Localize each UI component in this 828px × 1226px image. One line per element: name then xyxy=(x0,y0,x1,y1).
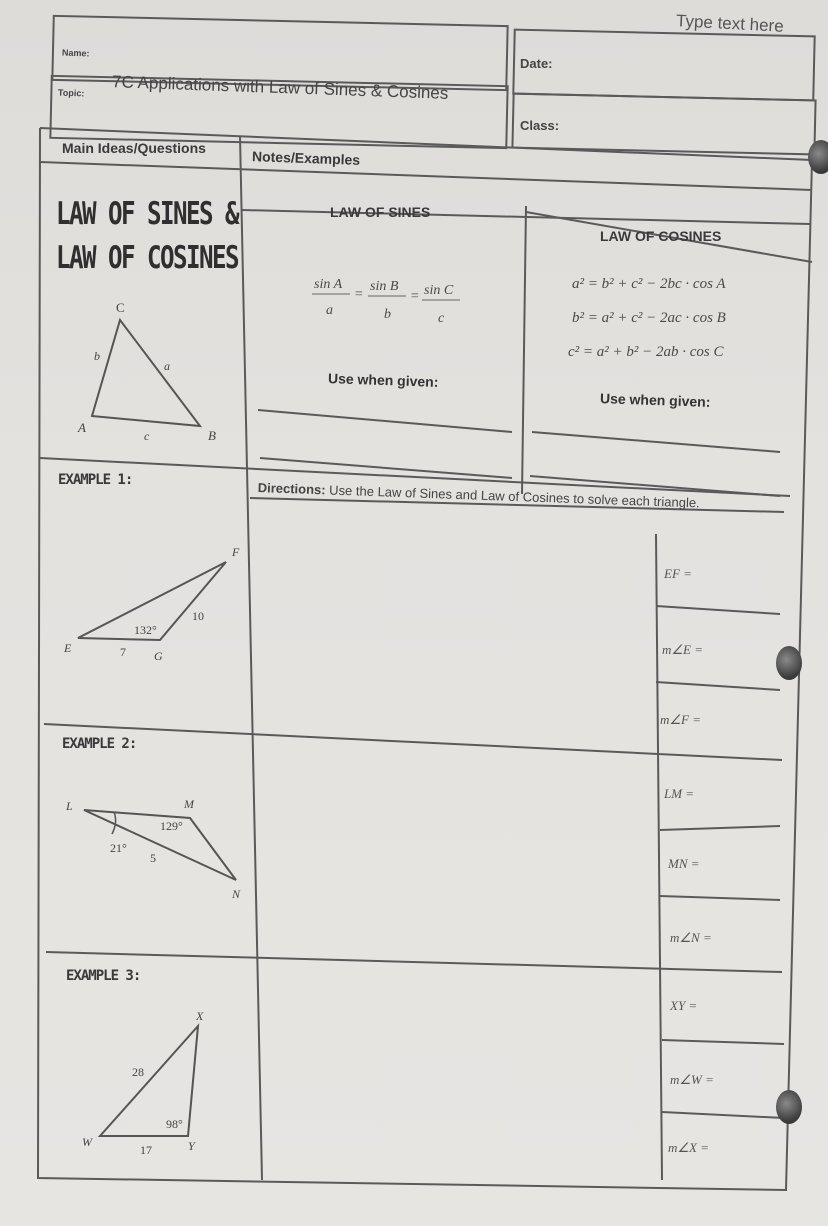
ex1-side-fg: 10 xyxy=(192,609,204,623)
ex3-side-wy: 17 xyxy=(140,1143,152,1157)
ex1-vertex-g: G xyxy=(154,649,163,663)
ex1-vertex-f: F xyxy=(232,545,240,559)
sines-num-c: sin C xyxy=(424,283,454,298)
cosines-use-when-given: Use when given: xyxy=(599,390,711,410)
cosines-formula-1: a² = b² + c² − 2bc · cos A xyxy=(572,276,726,292)
answer-mn[interactable]: MN = xyxy=(668,856,700,871)
ex1-angle-g: 132° xyxy=(134,623,157,637)
sines-den-a: a xyxy=(326,303,333,318)
sines-num-b: sin B xyxy=(370,279,399,294)
answer-angle-e[interactable]: m∠E = xyxy=(662,642,704,657)
sines-den-c: c xyxy=(438,311,445,326)
notes-examples-header: Notes/Examples xyxy=(251,148,361,168)
answer-angle-n[interactable]: m∠N = xyxy=(670,930,712,945)
directions-text: Use the Law of Sines and Law of Cosines to solve each triangle. xyxy=(325,482,700,511)
side-c: c xyxy=(144,429,150,443)
vertex-a: A xyxy=(78,420,86,435)
ex3-vertex-w: W xyxy=(82,1135,92,1149)
ex2-angle-m: 129° xyxy=(160,819,183,833)
ex2-vertex-m: M xyxy=(184,797,194,811)
example-3-label: EXAMPLE 3: xyxy=(66,968,141,984)
binder-hole-top xyxy=(808,140,828,174)
vertex-b: B xyxy=(208,428,216,443)
ex3-vertex-x: X xyxy=(196,1009,204,1023)
cosines-formula-3: c² = a² + b² − 2ab · cos C xyxy=(568,344,724,360)
law-of-cosines-header: LAW OF COSINES xyxy=(600,228,722,244)
answer-angle-w[interactable]: m∠W = xyxy=(670,1072,714,1087)
ex3-side-wx: 28 xyxy=(132,1065,144,1079)
ex2-vertex-n: N xyxy=(232,887,241,901)
side-a: a xyxy=(164,359,170,373)
answer-angle-x[interactable]: m∠X = xyxy=(668,1140,710,1155)
class-label: Class: xyxy=(520,118,560,133)
topic-label: Topic: xyxy=(57,87,85,99)
sines-eq-2: = xyxy=(410,289,420,304)
example-2-label: EXAMPLE 2: xyxy=(62,736,137,752)
cosines-formula-2: b² = a² + c² − 2ac · cos B xyxy=(572,310,726,326)
date-label: Date: xyxy=(520,56,553,71)
binder-hole-middle xyxy=(776,646,802,680)
binder-hole-bottom xyxy=(776,1090,802,1124)
ex1-side-eg: 7 xyxy=(120,645,126,659)
ex2-side-ln: 5 xyxy=(150,851,156,865)
vertex-c: C xyxy=(116,300,125,315)
directions-label: Directions: xyxy=(257,480,326,498)
ex3-vertex-y: Y xyxy=(188,1139,195,1153)
answer-ef[interactable]: EF = xyxy=(664,566,692,581)
sines-den-b: b xyxy=(384,307,391,322)
main-ideas-header: Main Ideas/Questions xyxy=(62,140,206,156)
answer-angle-f[interactable]: m∠F = xyxy=(660,712,702,727)
answer-xy[interactable]: XY = xyxy=(670,998,698,1013)
ex1-vertex-e: E xyxy=(64,641,72,655)
type-text-here-label[interactable]: Type text here xyxy=(675,11,785,36)
sines-num-a: sin A xyxy=(314,277,343,292)
ex2-angle-l: 21° xyxy=(110,841,127,855)
ex3-angle-y: 98° xyxy=(166,1117,183,1131)
title-line-2: LAW OF COSINES xyxy=(56,240,238,276)
law-of-sines-header: LAW OF SINES xyxy=(330,204,431,220)
side-b: b xyxy=(94,349,100,363)
answer-lm[interactable]: LM = xyxy=(664,786,695,801)
topic-value: 7C Applications with Law of Sines & Cosines xyxy=(111,72,449,103)
sines-eq-1: = xyxy=(354,287,364,302)
sines-use-when-given: Use when given: xyxy=(327,370,439,390)
ex2-vertex-l: L xyxy=(66,799,73,813)
title-line-1: LAW OF SINES & xyxy=(56,196,238,232)
example-1-label: EXAMPLE 1: xyxy=(58,472,133,488)
name-label: Name: xyxy=(61,47,90,59)
